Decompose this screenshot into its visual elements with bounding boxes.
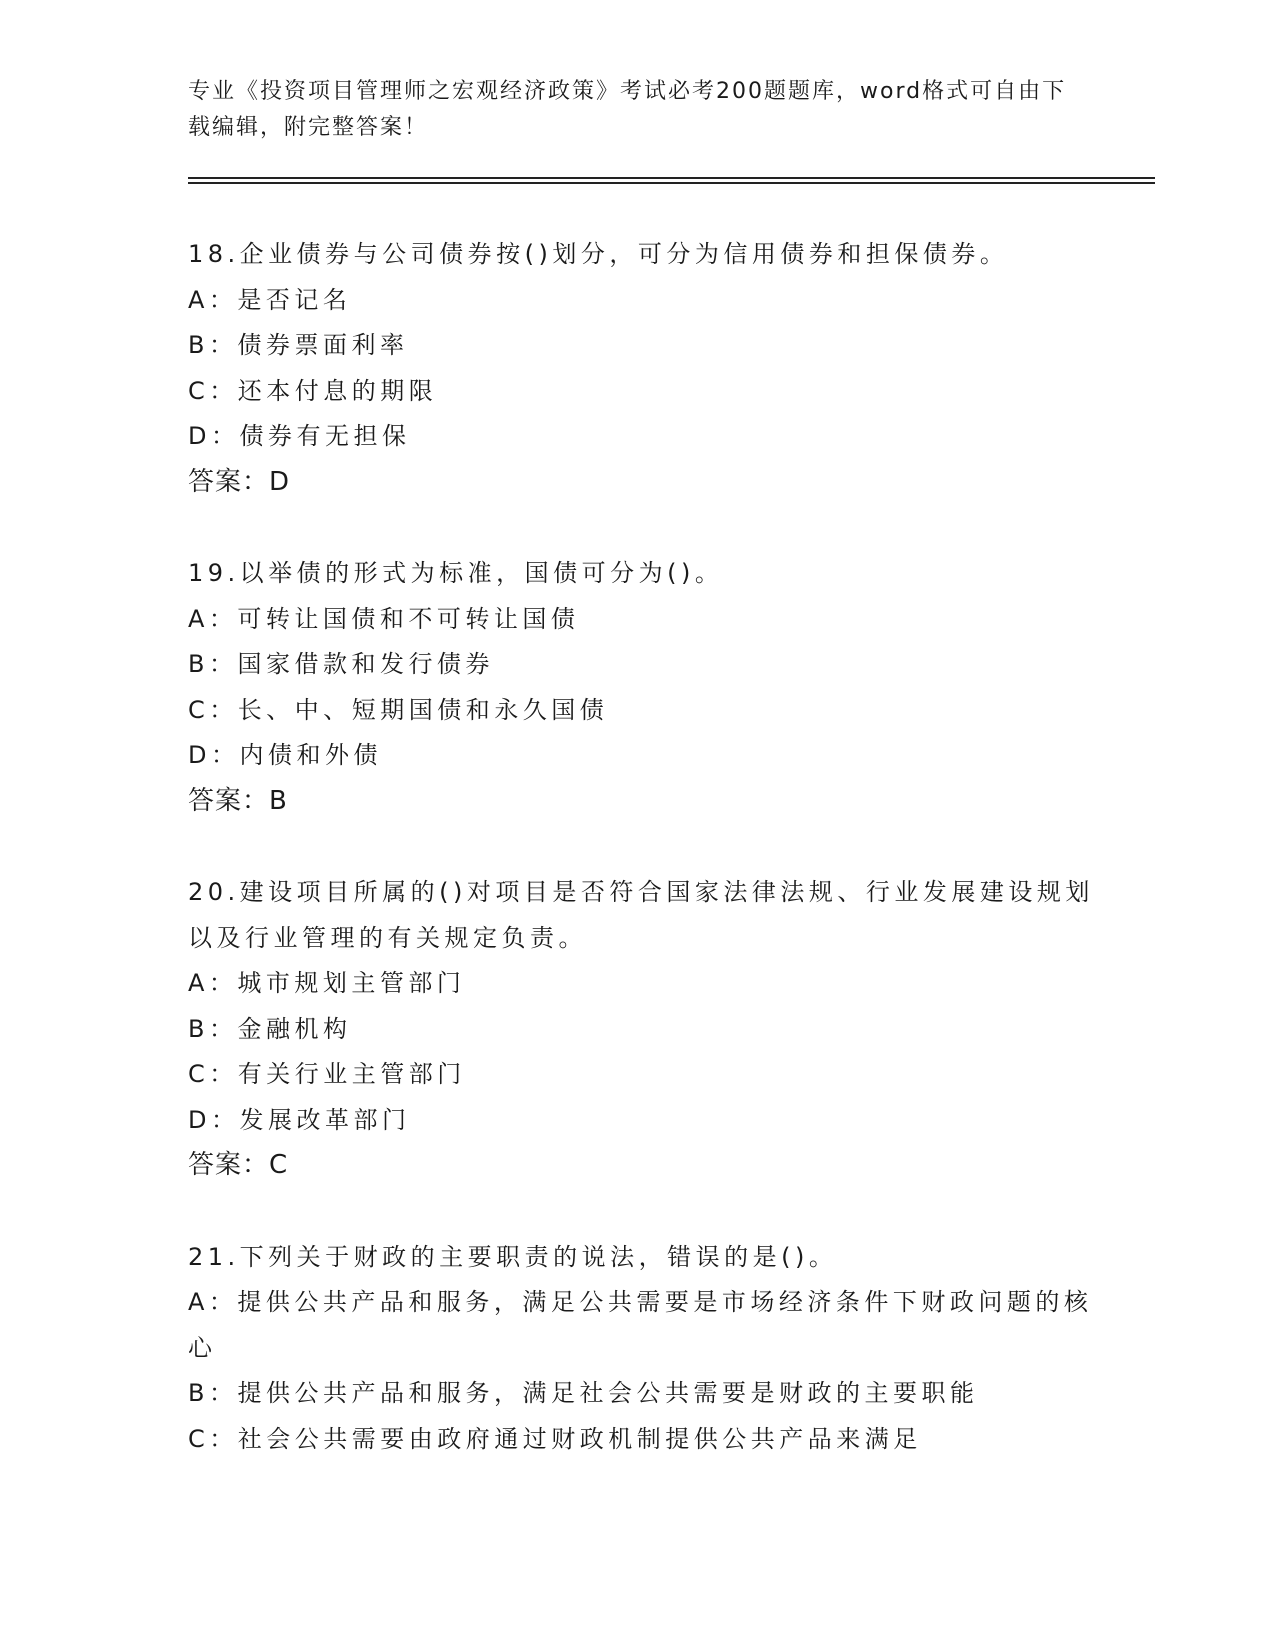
option-a: A：提供公共产品和服务，满足公共需要是市场经济条件下财政问题的核心 [188, 1288, 1093, 1362]
question-20 [188, 870, 1108, 1189]
option-c: C：还本付息的期限 [188, 376, 438, 405]
question-stem: 20.建设项目所属的()对项目是否符合国家法律法规、行业发展建设规划以及行业管理的有关规定负责。 [188, 878, 1094, 952]
option-d: D：发展改革部门 [188, 1105, 411, 1134]
question-18 [188, 232, 1108, 505]
question-stem: 21.下列关于财政的主要职责的说法，错误的是()。 [188, 1242, 838, 1271]
question-21 [188, 1235, 1108, 1463]
option-c: C：长、中、短期国债和永久国债 [188, 695, 609, 724]
answer: 答案：B [188, 785, 288, 816]
document-header: 专业《投资项目管理师之宏观经济政策》考试必考200题题库，word格式可自由下载编辑，附完整答案！ [188, 79, 1067, 140]
option-b: B：债券票面利率 [188, 331, 409, 359]
header-rule-top [188, 177, 1155, 179]
question-stem: 18.企业债券与公司债券按()划分，可分为信用债券和担保债券。 [188, 240, 1009, 268]
option-b: B：金融机构 [188, 1014, 352, 1043]
question-list [188, 232, 1108, 1508]
option-a: A：可转让国债和不可转让国债 [188, 604, 580, 633]
header-rule-bottom [188, 182, 1155, 184]
question-19 [188, 551, 1108, 824]
option-c: C：有关行业主管部门 [188, 1060, 466, 1088]
option-b: B：提供公共产品和服务，满足社会公共需要是财政的主要职能 [188, 1379, 979, 1407]
option-a: A：是否记名 [188, 285, 352, 314]
option-a: A：城市规划主管部门 [188, 969, 466, 997]
answer: 答案：D [188, 466, 291, 497]
option-d: D：债券有无担保 [188, 422, 411, 450]
option-d: D：内债和外债 [188, 741, 382, 769]
question-stem: 19.以举债的形式为标准，国债可分为()。 [188, 559, 724, 587]
option-c: C：社会公共需要由政府通过财政机制提供公共产品来满足 [188, 1424, 922, 1453]
answer: 答案：C [188, 1150, 289, 1180]
option-b: B：国家借款和发行债券 [188, 650, 494, 678]
